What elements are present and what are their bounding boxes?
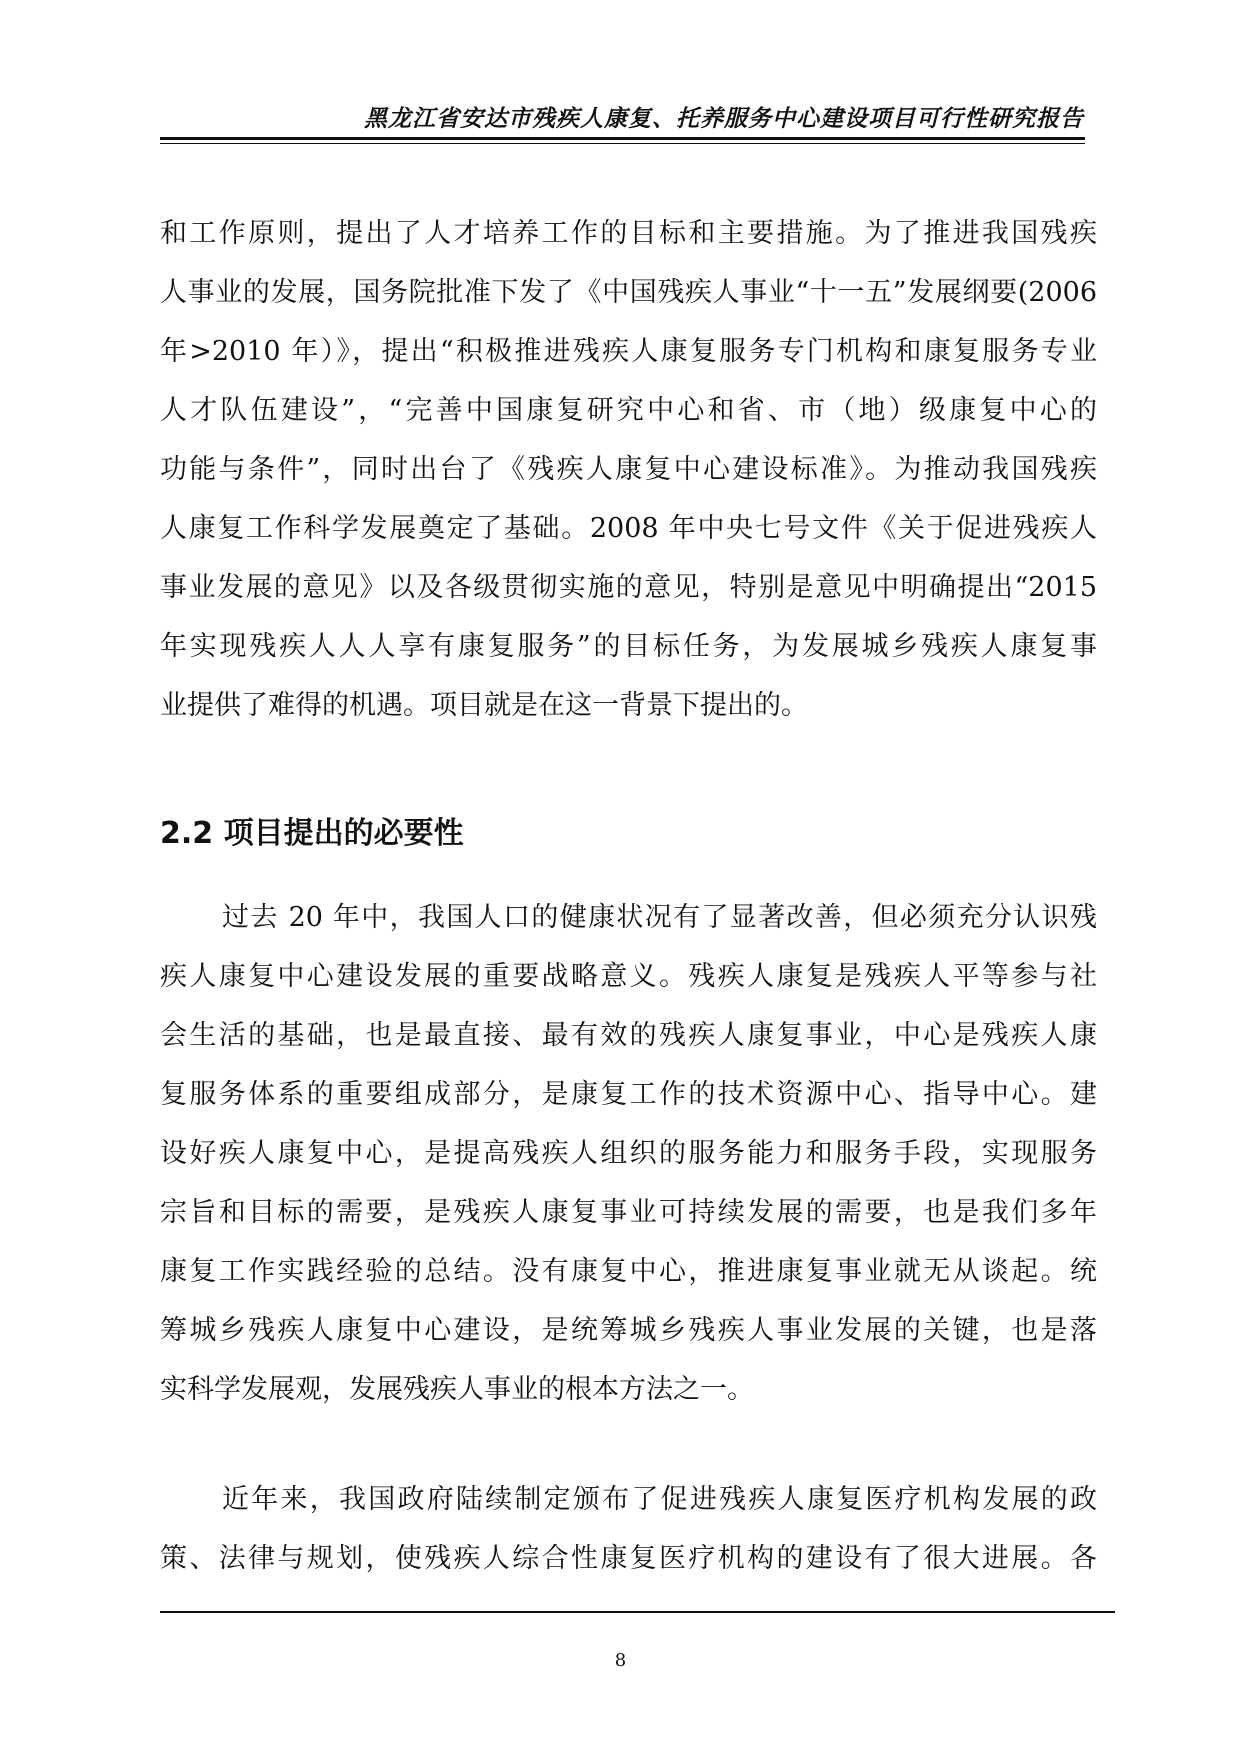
text-line: 筹城乡残疾人康复中心建设，是统筹城乡残疾人事业发展的关键，也是落 (160, 1315, 1097, 1346)
text-line: 年>2010 年）》，提出“积极推进残疾人康复服务专门机构和康复服务专业 (160, 336, 1097, 367)
text-line: 策、法律与规划，使残疾人综合性康复医疗机构的建设有了很大进展。各 (160, 1543, 1097, 1574)
text-line: 功能与条件”，同时出台了《残疾人康复中心建设标准》。为推动我国残疾 (160, 454, 1097, 485)
header-rule-thick (160, 137, 1085, 140)
header-rule-thin (160, 143, 1085, 144)
text-line: 复服务体系的重要组成部分，是康复工作的技术资源中心、指导中心。建 (160, 1079, 1097, 1110)
text-line: 会生活的基础，也是最直接、最有效的残疾人康复事业，中心是残疾人康 (160, 1020, 1097, 1051)
running-header-title: 黑龙江省安达市残疾人康复、托养服务中心建设项目可行性研究报告 (364, 105, 1084, 132)
text-line: 实科学发展观，发展残疾人事业的根本方法之一。 (160, 1374, 754, 1405)
footer-rule (160, 1611, 1115, 1613)
text-line: 近年来，我国政府陆续制定颁布了促进残疾人康复医疗机构发展的政 (222, 1484, 1097, 1515)
paragraph-necessity (160, 888, 1097, 1419)
text-line: 人才队伍建设”，“完善中国康复研究中心和省、市（地）级康复中心的 (160, 395, 1097, 426)
paragraph-recent-years (160, 1470, 1097, 1588)
page-number: 8 (614, 1650, 627, 1671)
text-line: 人康复工作科学发展奠定了基础。2008 年中央七号文件《关于促进残疾人 (160, 513, 1097, 544)
text-line: 业提供了难得的机遇。项目就是在这一背景下提出的。 (160, 690, 808, 721)
text-line: 过去 20 年中，我国人口的健康状况有了显著改善，但必须充分认识残 (222, 902, 1097, 933)
text-line: 疾人康复中心建设发展的重要战略意义。残疾人康复是残疾人平等参与社 (160, 961, 1097, 992)
text-line: 年实现残疾人人人享有康复服务”的目标任务，为发展城乡残疾人康复事 (160, 631, 1097, 662)
text-line: 人事业的发展，国务院批准下发了《中国残疾人事业“十一五”发展纲要(2006 (160, 277, 1097, 308)
text-line: 设好疾人康复中心，是提高残疾人组织的服务能力和服务手段，实现服务 (160, 1138, 1097, 1169)
section-heading: 2.2 项目提出的必要性 (160, 816, 464, 851)
text-line: 事业发展的意见》以及各级贯彻实施的意见，特别是意见中明确提出“2015 (160, 572, 1097, 603)
text-line: 和工作原则，提出了人才培养工作的目标和主要措施。为了推进我国残疾 (160, 218, 1097, 249)
paragraph-context (160, 204, 1097, 735)
text-line: 康复工作实践经验的总结。没有康复中心，推进康复事业就无从谈起。统 (160, 1256, 1097, 1287)
text-line: 宗旨和目标的需要，是残疾人康复事业可持续发展的需要，也是我们多年 (160, 1197, 1097, 1228)
